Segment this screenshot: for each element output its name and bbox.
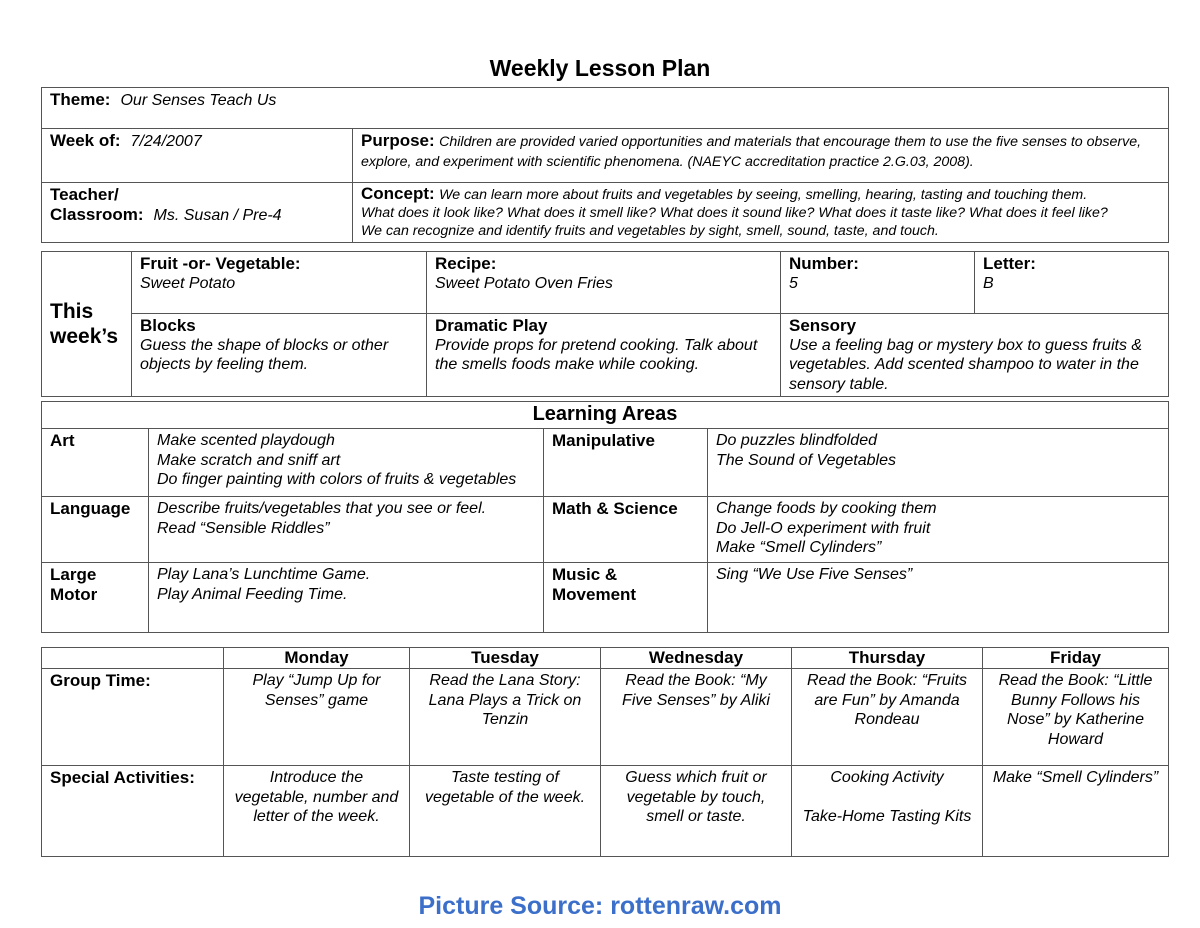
teacher-label-2: Classroom: (50, 204, 144, 224)
area-text-language: Describe fruits/vegetables that you see or feel. Read “Sensible Riddles” (149, 497, 544, 563)
blocks-cell (132, 314, 427, 397)
day-header-tuesday: Tuesday (410, 648, 601, 669)
special-wednesday: Guess which fruit or vegetable by touch, smell or taste. (601, 766, 792, 857)
day-header-friday: Friday (983, 648, 1169, 669)
recipe-label: Recipe: (435, 254, 497, 273)
area-label-math-science: Math & Science (544, 497, 708, 563)
day-header-monday: Monday (224, 648, 410, 669)
teacher-cell (42, 183, 353, 243)
area-label-language: Language (42, 497, 149, 563)
special-friday: Make “Smell Cylinders” (983, 766, 1169, 857)
learning-areas-heading: Learning Areas (42, 402, 1169, 429)
day-header-wednesday: Wednesday (601, 648, 792, 669)
sensory-text: Use a feeling bag or mystery box to guess fruits & vegetables. Add scented shampoo to water in the sensory table. (789, 336, 1143, 393)
letter-cell (975, 252, 1169, 314)
concept-line2: What does it look like? What does it smell like? What does it sound like? What does it taste like? What does it feel like? (361, 205, 1108, 221)
group-time-thursday: Read the Book: “Fruits are Fun” by Amanda Rondeau (792, 669, 983, 766)
special-monday: Introduce the vegetable, number and letter of the week. (224, 766, 410, 857)
day-header-thursday: Thursday (792, 648, 983, 669)
recipe-cell (427, 252, 781, 314)
area-text-manipulative: Do puzzles blindfolded The Sound of Vegetables (708, 429, 1169, 497)
theme-cell (42, 88, 1169, 129)
area-label-art: Art (42, 429, 149, 497)
schedule-table (41, 647, 1169, 857)
concept-line1: We can learn more about fruits and vegetables by seeing, smelling, hearing, tasting and touching them. (439, 187, 1088, 203)
dramatic-play-text: Provide props for pretend cooking. Talk about the smells foods make while cooking. (435, 336, 758, 373)
concept-label: Concept: (361, 184, 435, 203)
area-text-music-movement: Sing “We Use Five Senses” (708, 563, 1169, 633)
sensory-label: Sensory (789, 316, 857, 335)
header-table (41, 87, 1169, 243)
concept-line3: We can recognize and identify fruits and vegetables by sight, smell, sound, taste, and touch. (361, 223, 939, 239)
dramatic-play-label: Dramatic Play (435, 316, 548, 335)
this-week-table (41, 251, 1169, 397)
area-text-art: Make scented playdough Make scratch and sniff art Do finger painting with colors of fruits & vegetables (149, 429, 544, 497)
teacher-value: Ms. Susan / Pre-4 (153, 206, 282, 224)
special-tuesday: Taste testing of vegetable of the week. (410, 766, 601, 857)
area-label-manipulative: Manipulative (544, 429, 708, 497)
area-label-large-motor: Large Motor (42, 563, 149, 633)
this-week-label: This week’s (42, 252, 132, 397)
purpose-text: Children are provided varied opportunities and materials that encourage them to use the five senses to observe, explore, and experiment with scientific phenomena. (NAEYC accreditation practice 2.G.03, 2008). (361, 134, 1142, 170)
theme-label: Theme: (50, 90, 111, 109)
number-value: 5 (789, 274, 798, 292)
area-text-large-motor: Play Lana’s Lunchtime Game. Play Animal Feeding Time. (149, 563, 544, 633)
letter-value: B (983, 274, 994, 292)
teacher-label-1: Teacher/ (50, 185, 119, 204)
schedule-corner (42, 648, 224, 669)
sensory-cell (781, 314, 1169, 397)
area-text-math-science: Change foods by cooking them Do Jell-O experiment with fruit Make “Smell Cylinders” (708, 497, 1169, 563)
purpose-label: Purpose: (361, 131, 435, 150)
week-label: Week of: (50, 131, 121, 150)
group-time-wednesday: Read the Book: “My Five Senses” by Aliki (601, 669, 792, 766)
dramatic-play-cell (427, 314, 781, 397)
recipe-value: Sweet Potato Oven Fries (435, 274, 613, 292)
fruit-value: Sweet Potato (140, 274, 236, 292)
concept-cell (353, 183, 1169, 243)
purpose-cell (353, 129, 1169, 183)
page-title: Weekly Lesson Plan (489, 55, 711, 81)
blocks-text: Guess the shape of blocks or other objects by feeling them. (140, 336, 389, 373)
learning-areas-table (41, 401, 1169, 633)
row-label-group-time: Group Time: (42, 669, 224, 766)
area-label-music-movement: Music & Movement (544, 563, 708, 633)
theme-value: Our Senses Teach Us (120, 92, 277, 109)
picture-source-caption: Picture Source: rottenraw.com (418, 892, 782, 920)
group-time-tuesday: Read the Lana Story: Lana Plays a Trick on Tenzin (410, 669, 601, 766)
week-cell (42, 129, 353, 183)
group-time-friday: Read the Book: “Little Bunny Follows his Nose” by Katherine Howard (983, 669, 1169, 766)
number-cell (781, 252, 975, 314)
group-time-monday: Play “Jump Up for Senses” game (224, 669, 410, 766)
row-label-special-activities: Special Activities: (42, 766, 224, 857)
blocks-label: Blocks (140, 316, 196, 335)
week-value: 7/24/2007 (130, 133, 202, 150)
fruit-label: Fruit -or- Vegetable: (140, 254, 301, 273)
fruit-cell (132, 252, 427, 314)
number-label: Number: (789, 254, 859, 273)
special-thursday: Cooking Activity Take-Home Tasting Kits (792, 766, 983, 857)
letter-label: Letter: (983, 254, 1036, 273)
